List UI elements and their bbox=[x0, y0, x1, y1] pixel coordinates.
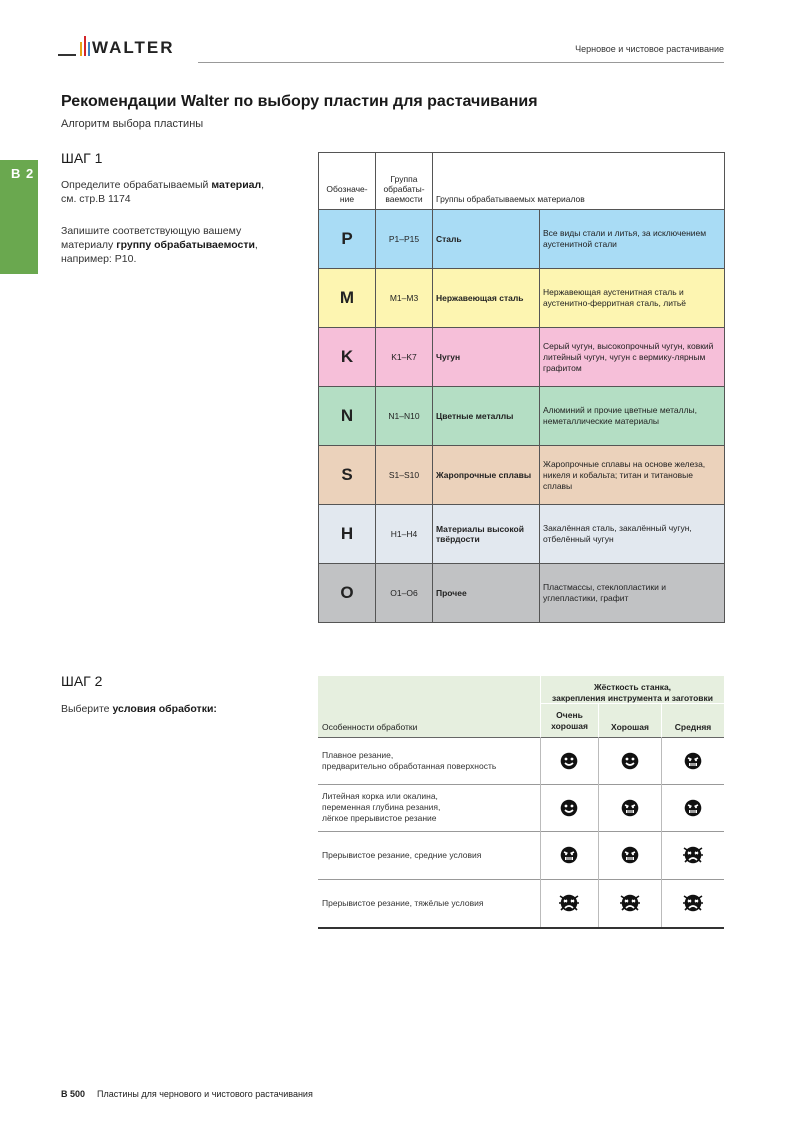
step1-p2-text: Запишите соответствующую вашему материалу bbox=[61, 225, 242, 251]
material-description: Жаропрочные сплавы на основе железа, никеля и кобальта; титан и титановые сплавы bbox=[540, 446, 725, 505]
material-group-name: Материалы высокой твёрдости bbox=[433, 505, 540, 564]
angry-face-icon bbox=[620, 893, 640, 913]
subheader-medium: Средняя bbox=[674, 722, 712, 732]
rigidity-header bbox=[541, 682, 724, 704]
material-group-name: Прочее bbox=[433, 564, 540, 623]
column-divider bbox=[661, 737, 662, 927]
step1-paragraph-2 bbox=[61, 224, 276, 266]
materials-table-header bbox=[319, 153, 725, 210]
step1-title: ШАГ 1 bbox=[61, 150, 103, 166]
step2-paragraph bbox=[61, 702, 291, 716]
step1-paragraph-1 bbox=[61, 178, 291, 206]
subheader-very-good: Очень хорошая bbox=[551, 710, 588, 731]
header-designation: Обозначе-ние bbox=[319, 153, 376, 210]
material-group-range: M1–M3 bbox=[376, 269, 433, 328]
neutral-face-icon bbox=[559, 845, 579, 865]
header-divider bbox=[198, 62, 724, 63]
header-group: Группа обрабаты-ваемости bbox=[376, 153, 433, 210]
page-title: Рекомендации Walter по выбору пластин для растачивания bbox=[61, 93, 538, 110]
material-row bbox=[319, 328, 725, 387]
footer bbox=[61, 1089, 313, 1099]
conditions-table bbox=[318, 676, 724, 928]
header-divider-v2 bbox=[598, 704, 599, 737]
material-group-range: N1–N10 bbox=[376, 387, 433, 446]
condition-label-line: Литейная корка или окалина, bbox=[322, 791, 438, 801]
step1-p1-text: Определите обрабатываемый bbox=[61, 179, 212, 191]
material-code: O bbox=[319, 564, 376, 623]
material-code: N bbox=[319, 387, 376, 446]
condition-label-line: Прерывистое резание, средние условия bbox=[322, 849, 482, 860]
material-description: Пластмассы, стеклопластики и углепластики, графит bbox=[540, 564, 725, 623]
rigidity-header-line1: Жёсткость станка, bbox=[593, 682, 672, 692]
condition-label-line: Прерывистое резание, тяжёлые условия bbox=[322, 897, 484, 908]
logo-text: WALTER bbox=[92, 38, 175, 57]
neutral-face-icon bbox=[620, 845, 640, 865]
section-tab-label: B 2 bbox=[11, 166, 35, 181]
material-group-name: Жаропрочные сплавы bbox=[433, 446, 540, 505]
row-divider bbox=[318, 784, 724, 785]
material-code: K bbox=[319, 328, 376, 387]
condition-label bbox=[322, 791, 440, 824]
material-group-name: Цветные металлы bbox=[433, 387, 540, 446]
conditions-col-header: Особенности обработки bbox=[322, 722, 418, 732]
material-row bbox=[319, 564, 725, 623]
material-description: Нержавеющая аустенитная сталь и аустенитно-ферритная сталь, литьё bbox=[540, 269, 725, 328]
condition-label-line: лёгкое прерывистое резание bbox=[322, 813, 437, 823]
material-code: S bbox=[319, 446, 376, 505]
condition-label-line: Плавное резание, bbox=[322, 749, 394, 760]
row-divider bbox=[318, 737, 724, 738]
material-description: Закалённая сталь, закалённый чугун, отбелённый чугун bbox=[540, 505, 725, 564]
material-group-name: Сталь bbox=[433, 210, 540, 269]
material-group-range: O1–O6 bbox=[376, 564, 433, 623]
header-section-title: Черновое и чистовое растачивание bbox=[575, 44, 724, 54]
condition-label bbox=[322, 898, 483, 909]
material-description: Алюминий и прочие цветные металлы, неметаллические материалы bbox=[540, 387, 725, 446]
sad-face-icon bbox=[683, 893, 703, 913]
condition-label bbox=[322, 750, 496, 772]
material-description: Серый чугун, высокопрочный чугун, ковкий литейный чугун, чугун с вермику-лярным графитом bbox=[540, 328, 725, 387]
row-divider bbox=[318, 831, 724, 832]
material-group-range: P1–P15 bbox=[376, 210, 433, 269]
material-code: H bbox=[319, 505, 376, 564]
neutral-face-icon bbox=[683, 751, 703, 771]
material-group-range: S1–S10 bbox=[376, 446, 433, 505]
step1-p1-bold: материал bbox=[211, 179, 262, 191]
material-row bbox=[319, 269, 725, 328]
material-group-range: H1–H4 bbox=[376, 505, 433, 564]
happy-face-icon bbox=[559, 751, 579, 771]
material-row bbox=[319, 446, 725, 505]
table-bottom-rule bbox=[318, 927, 724, 929]
material-row bbox=[319, 505, 725, 564]
material-code: P bbox=[319, 210, 376, 269]
condition-label-line: переменная глубина резания, bbox=[322, 802, 441, 812]
step1-p1-post: , bbox=[261, 179, 265, 191]
step2-text: Выберите bbox=[61, 703, 113, 715]
walter-logo bbox=[58, 36, 198, 62]
material-group-name: Чугун bbox=[433, 328, 540, 387]
step2-title: ШАГ 2 bbox=[61, 673, 103, 689]
step1-p2-example: например: P10. bbox=[61, 253, 137, 265]
neutral-face-icon bbox=[683, 798, 703, 818]
step2-bold: условия обработки: bbox=[112, 703, 217, 715]
footer-page-number: B 500 bbox=[61, 1089, 86, 1099]
material-group-range: K1–K7 bbox=[376, 328, 433, 387]
material-description: Все виды стали и литья, за исключением аустенитной стали bbox=[540, 210, 725, 269]
material-group-name: Нержавеющая сталь bbox=[433, 269, 540, 328]
neutral-face-icon bbox=[620, 798, 640, 818]
column-divider bbox=[598, 737, 599, 927]
angry-face-icon bbox=[683, 845, 703, 865]
rigidity-header-line2: закрепления инструмента и заготовки bbox=[552, 693, 713, 703]
condition-label bbox=[322, 850, 481, 861]
subheader-good: Хорошая bbox=[611, 722, 649, 732]
happy-face-icon bbox=[620, 751, 640, 771]
happy-face-icon bbox=[559, 798, 579, 818]
page-subtitle: Алгоритм выбора пластины bbox=[61, 118, 204, 130]
angry-face-icon bbox=[559, 893, 579, 913]
header-material-groups: Группы обрабатываемых материалов bbox=[433, 153, 725, 210]
materials-table bbox=[318, 152, 725, 623]
row-divider bbox=[318, 879, 724, 880]
condition-label-line: предварительно обработанная поверхность bbox=[322, 760, 497, 771]
step1-p2-post: , bbox=[254, 239, 258, 251]
section-tab bbox=[0, 160, 38, 274]
material-row bbox=[319, 210, 725, 269]
header-divider-v3 bbox=[661, 704, 662, 737]
material-row bbox=[319, 387, 725, 446]
step1-p1-ref: см. стр.B 1174 bbox=[61, 193, 131, 205]
step1-p2-bold: группу обрабатываемости bbox=[116, 239, 255, 251]
material-code: M bbox=[319, 269, 376, 328]
column-divider bbox=[540, 737, 541, 927]
footer-title: Пластины для чернового и чистового растачивания bbox=[97, 1089, 313, 1099]
